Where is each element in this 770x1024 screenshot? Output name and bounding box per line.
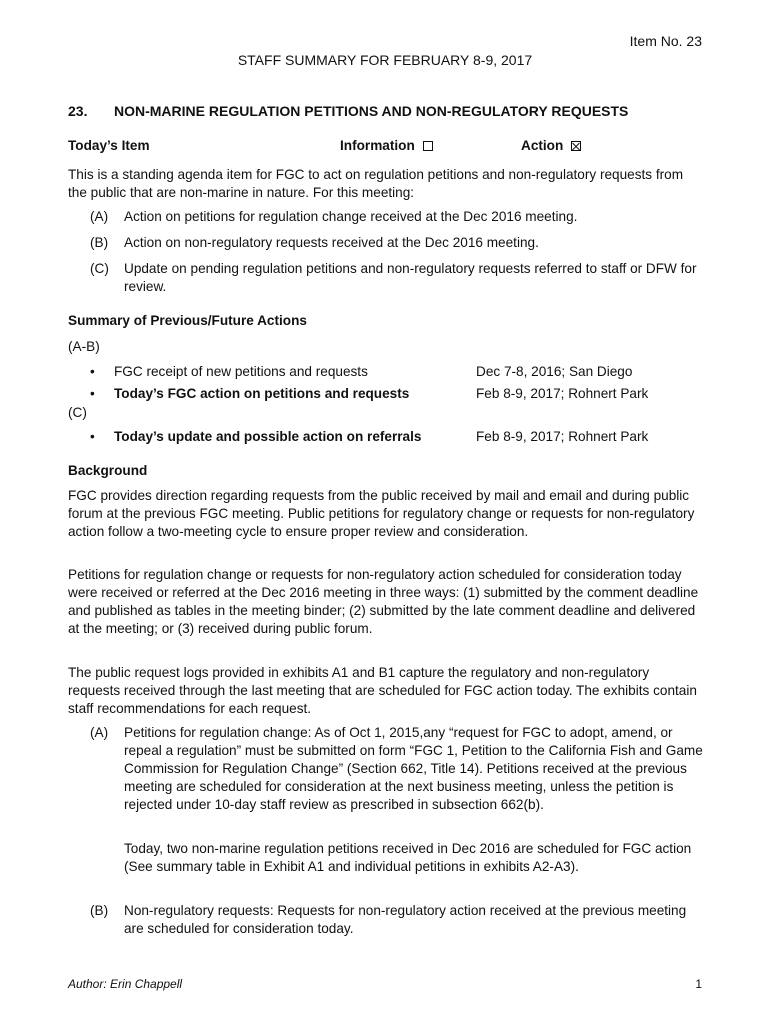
summary-bullet-2-text: Today’s FGC action on petitions and requests bbox=[114, 386, 410, 401]
background-item-a-label: (A) bbox=[90, 725, 109, 740]
information-checkbox-icon bbox=[423, 141, 433, 151]
information-label: Information bbox=[340, 138, 415, 153]
summary-bullet-1-text: FGC receipt of new petitions and requests bbox=[114, 364, 368, 379]
footer-page-number: 1 bbox=[695, 977, 702, 991]
bullet-icon: • bbox=[90, 364, 95, 379]
intro-item-c-label: (C) bbox=[90, 261, 109, 276]
background-paragraph-2: Petitions for regulation change or requests for non-regulatory action scheduled for consideration today were received or referred at the Dec 2016 meeting in three ways: (1) submitted by the comment deadline and published as tables in the meeting binder; (2) submitted by the late comment deadline and delivered at the meeting; or (3) received during public forum. bbox=[68, 567, 699, 636]
todays-item-label: Today’s Item bbox=[68, 138, 150, 153]
summary-bullet-3-date: Feb 8-9, 2017; Rohnert Park bbox=[476, 429, 649, 444]
bullet-icon: • bbox=[90, 386, 95, 401]
background-item-b-text: Non-regulatory requests: Requests for non-regulatory action received at the previous meeting are scheduled for consideration today. bbox=[124, 903, 687, 936]
background-item-a-text: Petitions for regulation change: As of Oct 1, 2015,any “request for FGC to adopt, amend, or repeal a regulation” must be submitted on form “FGC 1, Petition to the California Fish and Game Commission for Regulation Change” (Section 662, Title 14). Petitions received at the previous meeting are scheduled for consideration at the next business meeting, unless the petition is rejected under 10-day staff review as prescribed in subsection 662(b). bbox=[124, 725, 703, 812]
background-item-b-label: (B) bbox=[90, 903, 109, 918]
background-item-a-followup-text: Today, two non-marine regulation petitions received in Dec 2016 are scheduled for FGC action (See summary table in Exhibit A1 and individual petitions in exhibits A2-A3). bbox=[124, 841, 692, 874]
intro-item-a-label: (A) bbox=[90, 209, 109, 224]
information-option bbox=[340, 138, 433, 153]
summary-bullet-3 bbox=[90, 428, 680, 446]
summary-heading: Summary of Previous/Future Actions bbox=[68, 313, 307, 328]
group-ab-label: (A-B) bbox=[68, 339, 100, 354]
item-number-label: Item No. 23 bbox=[629, 33, 702, 49]
summary-bullet-1 bbox=[90, 363, 680, 381]
intro-item-c-text: Update on pending regulation petitions and non-regulatory requests referred to staff or DFW for review. bbox=[124, 261, 697, 294]
group-c-label: (C) bbox=[68, 405, 87, 420]
intro-item-b-text: Action on non-regulatory requests received at the Dec 2016 meeting. bbox=[124, 235, 539, 250]
summary-bullet-2 bbox=[90, 385, 680, 403]
background-paragraph-3: The public request logs provided in exhibits A1 and B1 capture the regulatory and non-regulatory requests received through the last meeting that are scheduled for FGC action today. The exhibits contain staff recommendations for each request. bbox=[68, 665, 697, 716]
intro-paragraph: This is a standing agenda item for FGC to act on regulation petitions and non-regulatory requests from the public that are non-marine in nature. For this meeting: bbox=[68, 167, 684, 200]
intro-item-a-text: Action on petitions for regulation change received at the Dec 2016 meeting. bbox=[124, 209, 578, 224]
background-paragraph-1: FGC provides direction regarding requests from the public received by mail and email and during public forum at the previous FGC meeting. Public petitions for regulatory change or requests for non-regulatory action follow a two-meeting cycle to ensure proper review and consideration. bbox=[68, 488, 695, 539]
staff-summary-title: STAFF SUMMARY FOR FEBRUARY 8-9, 2017 bbox=[237, 52, 533, 68]
action-checked-box-icon bbox=[571, 141, 581, 151]
footer-author: Author: Erin Chappell bbox=[68, 977, 183, 991]
background-heading: Background bbox=[68, 463, 148, 478]
action-label: Action bbox=[521, 138, 564, 153]
summary-bullet-1-date: Dec 7-8, 2016; San Diego bbox=[476, 364, 633, 379]
item-title: NON-MARINE REGULATION PETITIONS AND NON-REGULATORY REQUESTS bbox=[114, 103, 629, 119]
action-option bbox=[521, 138, 581, 153]
summary-bullet-3-text: Today’s update and possible action on referrals bbox=[114, 429, 422, 444]
intro-item-b-label: (B) bbox=[90, 235, 109, 250]
bullet-icon: • bbox=[90, 429, 95, 444]
item-number: 23. bbox=[68, 103, 88, 119]
summary-bullet-2-date: Feb 8-9, 2017; Rohnert Park bbox=[476, 386, 649, 401]
